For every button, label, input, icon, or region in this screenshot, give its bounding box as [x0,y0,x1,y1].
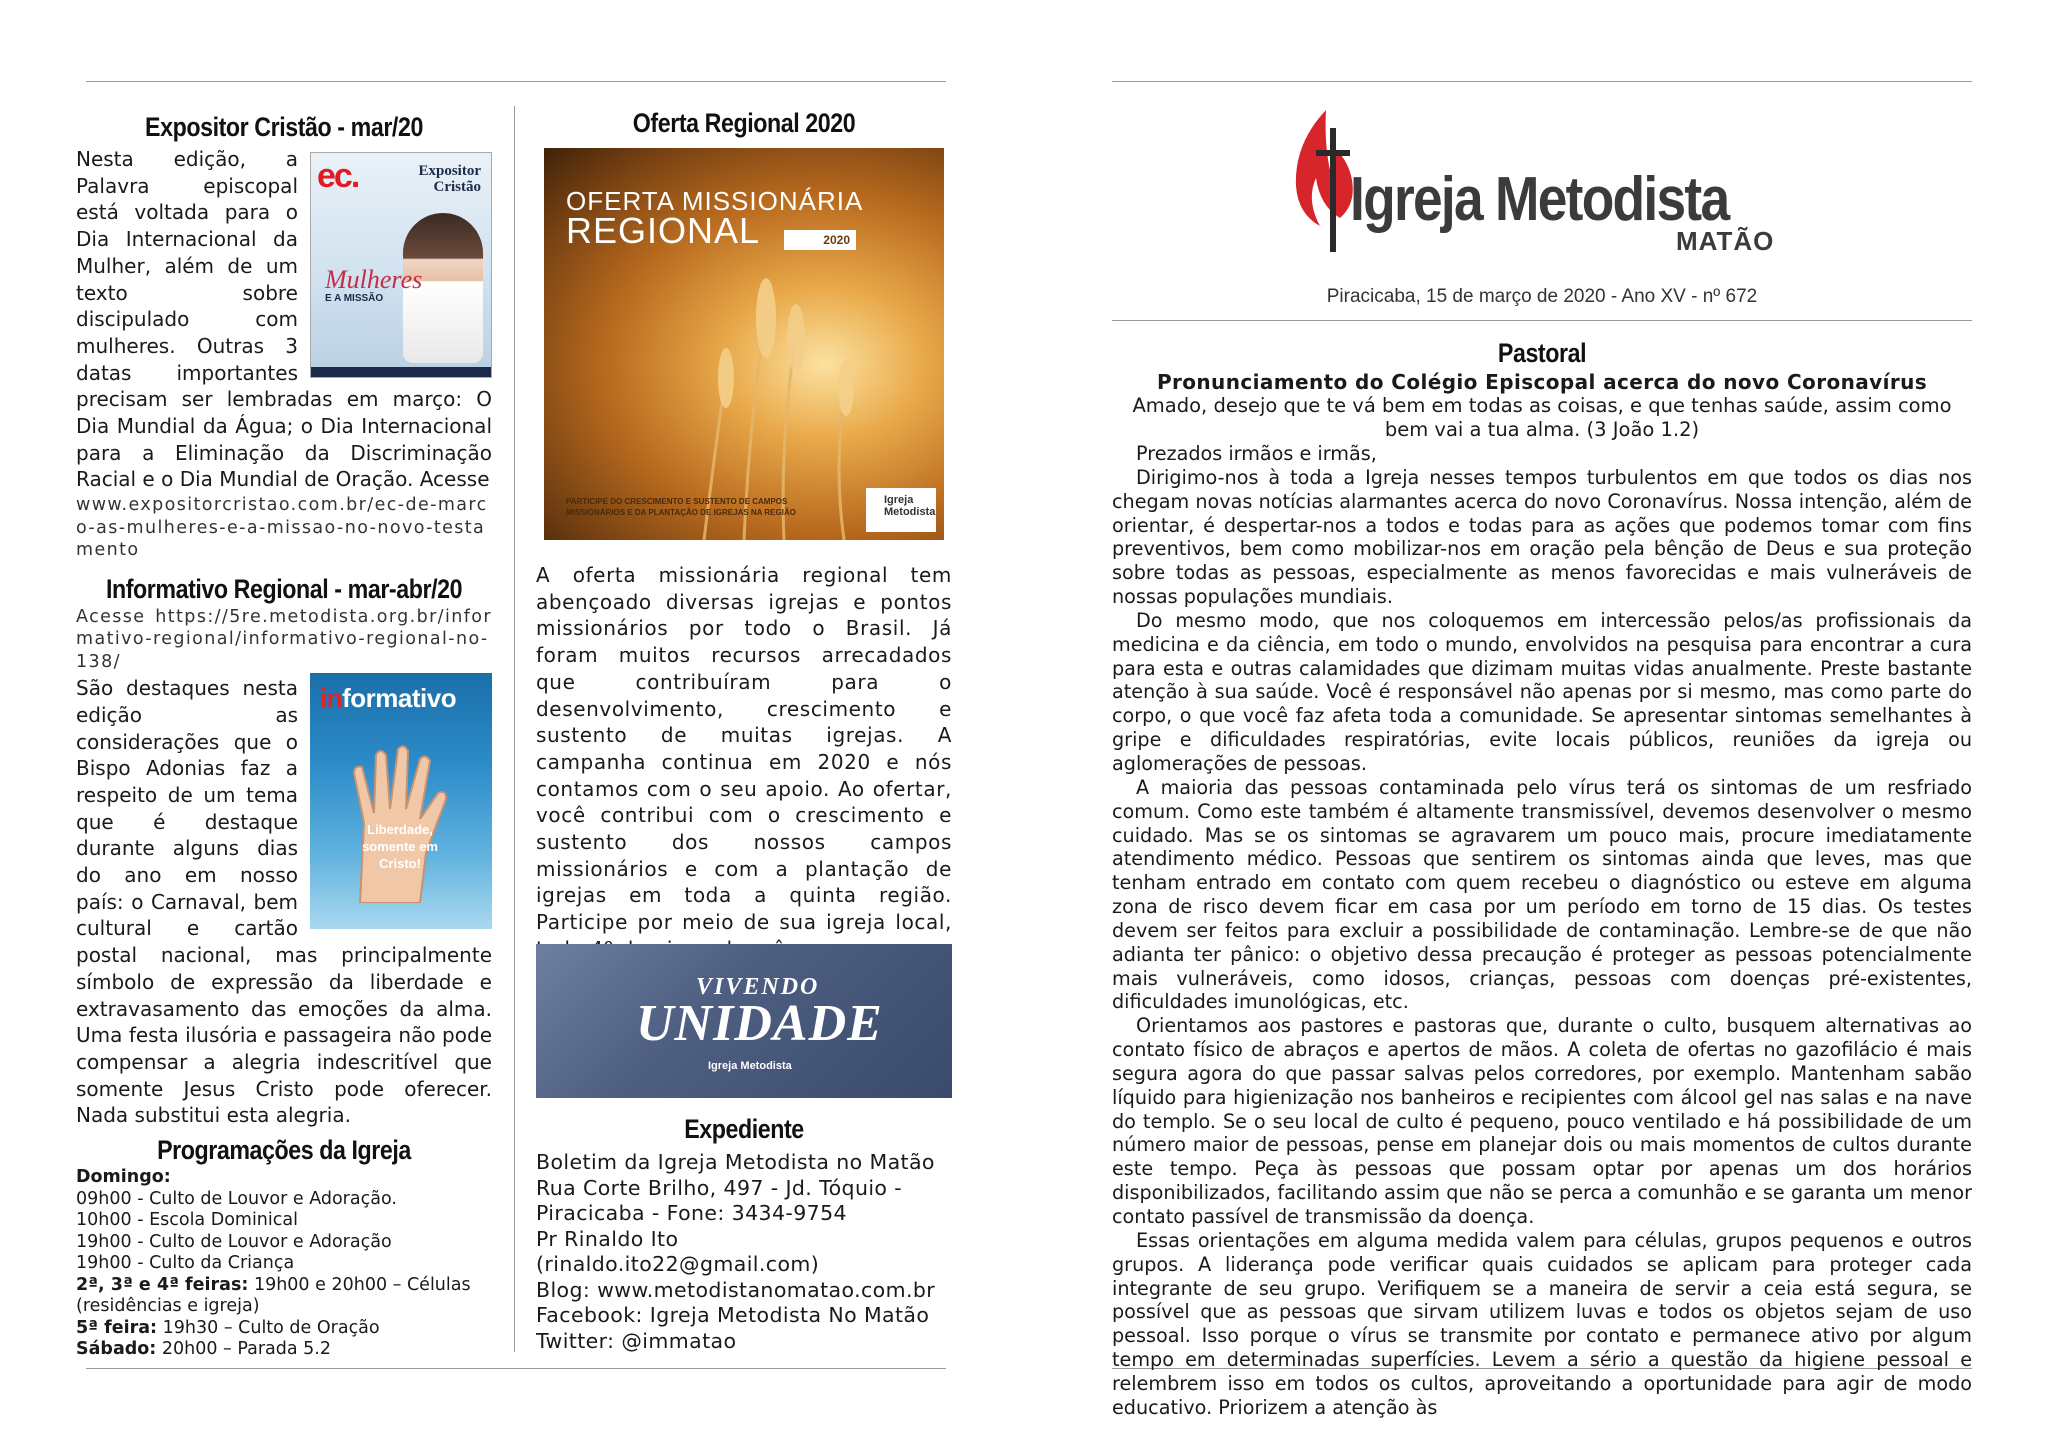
issue-info: Piracicaba, 15 de março de 2020 - Ano XV - nº 672 [1326,286,1758,307]
pastoral-subtitle: Pronunciamento do Colégio Episcopal acerca do novo Coronavírus [1156,370,1928,394]
oferta-cover-line2: REGIONAL [566,210,761,251]
informativo-access-label: Acesse [76,606,146,627]
oferta-heading: Oferta Regional 2020 [632,108,856,138]
expediente-facebook[interactable]: Facebook: Igreja Metodista No Matão [536,1303,930,1327]
vivendo-unidade-banner [536,944,952,1098]
expositor-cover-subhead: E A MISSÃO [325,293,384,304]
banner-line1: VIVENDO [696,974,820,1000]
expositor-heading: Expositor Cristão - mar/20 [145,112,423,142]
paragraph: Orientamos aos pastores e pastoras que, durante o culto, busquem alternativas ao contato físico de abraços e apertos de mãos. A coleta de ofertas no gazofilácio é mais segura agora do que passar salvas pelos corredores, por exemplo. Mantenham sabão líquido para higienização nos banheiros e recipientes com álcool gel nas salas e na nave do templo. Se o seu local de culto é pequeno, pouco ventilado e há possibilidade de um número maior de pessoas, pense em planejar dois ou mais momentos de cultos durante este tempo. Peça às pessoas que possam optar por apenas um dos horários disponibilizados, facilitando assim que não se perca a comunhão e se garanta um menor contato passível de transmissão da doença. [1112,1014,1972,1228]
list-item: 19h00 - Culto de Louvor e Adoração [76,1231,392,1252]
expediente-blog[interactable]: Blog: www.metodistanomatao.com.br [536,1277,936,1302]
oferta-cover-logo: Igreja Metodista [866,488,936,532]
expositor-cover-logo: ec. [317,157,359,195]
domingo-label: Domingo: [76,1167,171,1188]
paragraph: Dirigimo-nos à toda a Igreja nesses tempos turbulentos em que todos os dias nos chegam novas notícias alarmantes acerca do novo Coronavírus. Nossa intenção, além de orientar, é despertar-nos a todos e todas para as ações que podemos tomar com fins preventivos, bem como mobilizar-nos em oração pela bênção de Deus e sua proteção sobre todas as pessoas, especialmente as menos favorecidas e mais vulneráveis de nossas populações mundiais. [1112,465,1972,609]
informativo-text: São destaques nesta edição as considerações que o Bispo Adonias faz a respeito de um tema que é destaque durante alguns dias do ano em nosso país: o Carnaval, bem cultural e cartão postal nacional, mas principalmente símbolo de expressão da liberdade e extravasamento das emoções da alma. Uma festa ilusória e passageira não pode compensar a alegria indescritível que somente Jesus Cristo pode oferecer. Nada substitui esta alegria. [76,676,492,1128]
masthead-subtitle: MATÃO [1676,226,1775,256]
programacoes-list [76,1167,492,1361]
informativo-article [76,675,492,1129]
expediente-email[interactable]: (rinaldo.ito22@gmail.com) [536,1252,820,1276]
expositor-text: Nesta edição, a Palavra episcopal está voltada para o Dia Internacional da Mulher, além de um texto sobre discipulado com mulheres. Outras 3 datas importantes precisam ser lembradas em março: O Dia Mundial da Água; o Dia Internacional para a Eliminação da Discriminação Racial e o Dia Mundial de Oração. Acesse [76,147,492,492]
pastoral-article [1112,370,1972,1420]
expositor-cover-strip [311,367,491,377]
left-column [76,110,492,1361]
pastoral-body [1112,442,1972,1420]
paragraph: Essas orientações em alguma medida valem para células, grupos pequenos e outros grupos. A liderança pode verificar quais cuidados se aplicam para proteger cada integrante de seu grupo. Verifiquem se a maneira de servir a ceia está segura, se possível que as pessoas que sirvam utilizem luvas e todos os objetos sejam de uso pessoal. Isso porque o vírus se transmite por contato e permanece ativo por algum tempo em determinadas superfícies. Levem a sério a questão da higiene pessoal e relembrem isso em todos os cultos, aproveitando a oportunidade para agir de modo educativo. Priorizem a atenção às [1112,1228,1972,1419]
expediente-line: Pr Rinaldo Ito [536,1226,679,1251]
list-item: 19h00 - Culto da Criança [76,1253,295,1274]
list-item: 2ª, 3ª e 4ª feiras: 19h00 e 20h00 – Células (residências e igreja) [76,1274,471,1317]
informativo-link[interactable]: https://5re.metodista.org.br/informativo-regional/informativo-regional-no-138/ [76,606,492,672]
expositor-cover-name: Expositor Cristão [418,163,481,195]
oferta-cover-year: 2020 [784,230,856,250]
informativo-cover-title: informativo [320,683,457,714]
expositor-article [76,146,492,562]
masthead-rule [1112,320,1972,321]
oferta-cover-line1: OFERTA MISSIONÁRIA [566,186,864,216]
expediente-line: Boletim da Igreja Metodista no Matão [536,1150,935,1174]
oferta-cover-image [544,148,944,540]
paragraph: Do mesmo modo, que nos coloquemos em intercessão pelos/as profissionais da medicina e da ciência, em todo o mundo, envolvidos na pesquisa para encontrar a cura para esta e outras calamidades que dizimam muitas vidas anualmente. Preste bastante atenção à sua saúde. Você é responsável não apenas por si mesmo, mas como parte do corpo, o que você faz afeta toda a comunidade. Se apresentar sintomas semelhantes à gripe e dificuldades respiratórias, evite locais públicos, reuniões da igreja ou aglomerações de pessoas. [1112,608,1972,775]
paragraph: A maioria das pessoas contaminada pelo vírus terá os sintomas de um resfriado comum. Como este também é altamente transmissível, devemos desenvolver o mesmo cuidado. Mas se os sintomas se agravarem um pouco mais, procure imediatamente atendimento médico. Pessoas que sentirem os sintomas ainda que leves, mas que tenham entrado em contato com quem recebeu o diagnóstico ou esteve em alguma zona de risco devem ficar em casa por um período em torno de 15 dias. Os testes devem ser feitos para excluir a possibilidade de contaminação. Lembre-se de que não adianta ter pânico: o objetivo dessa precaução é proteger as pessoas potencialmente mais vulneráveis, como idosos, crianças, pessoas com doenças pré-existentes, dificuldades imunológicas, etc. [1112,775,1972,1014]
list-item: 5ª feira: 19h30 – Culto de Oração [76,1317,380,1338]
list-item: Sábado: 20h00 – Parada 5.2 [76,1339,331,1360]
masthead-title: Igreja Metodista [1350,165,1729,234]
expediente-twitter[interactable]: Twitter: @immatao [536,1328,737,1353]
expositor-link[interactable]: www.expositorcristao.com.br/ec-de-marco-as-mulheres-e-a-missao-no-novo-testamento [76,495,488,561]
expositor-cover-headline: Mulheres [325,265,423,294]
expositor-cover-image [310,152,492,378]
banner-line2: UNIDADE [636,995,883,1052]
informativo-cover-caption: Liberdade, somente em Cristo! [362,822,438,872]
paragraph: Prezados irmãos e irmãs, [1136,442,1377,465]
list-item: 10h00 - Escola Dominical [76,1210,298,1231]
expediente-heading: Expediente [684,1114,804,1144]
pastoral-verse: Amado, desejo que te vá bem em todas as coisas, e que tenhas saúde, assim como bem vai a tua alma. (3 João 1.2) [1132,394,1952,441]
expediente-block [536,1150,956,1354]
informativo-cover-image [310,673,492,929]
top-rule-left [86,81,946,82]
oferta-text: A oferta missionária regional tem abençoado diversas igrejas e pontos missionários por todo o Brasil. Já foram muitos recursos arrecadados que contribuíram para o desenvolvimento, crescimento e sustento de muitas igrejas. A campanha continua em 2020 e nós contamos com o seu apoio. Ao ofertar, você contribui com o crescimento e sustento dos nossos campos missionários e com a plantação de igrejas em toda a quinta região. Participe por meio de sua igreja local, [536,563,952,935]
pastoral-heading: Pastoral [1497,338,1587,368]
programacoes-heading: Programações da Igreja [157,1135,411,1166]
list-item: 09h00 - Culto de Louvor e Adoração. [76,1188,397,1209]
expediente-line: Piracicaba - Fone: 3434-9754 [536,1201,847,1225]
expediente-line: Rua Corte Brilho, 497 - Jd. Tóquio - [536,1175,903,1200]
oferta-cover-tagline: PARTICIPE DO CRESCIMENTO E SUSTENTO DE CAMPOS MISSIONÁRIOS E DA PLANTAÇÃO DE IGREJAS NA REGIÃO [566,497,796,517]
bottom-rule-left [86,1368,946,1369]
column-divider [514,106,515,1352]
top-rule-right [1112,81,1972,82]
informativo-access [76,606,492,674]
informativo-heading: Informativo Regional - mar-abr/20 [105,573,463,604]
banner-logo: Igreja Metodista [708,1060,792,1072]
